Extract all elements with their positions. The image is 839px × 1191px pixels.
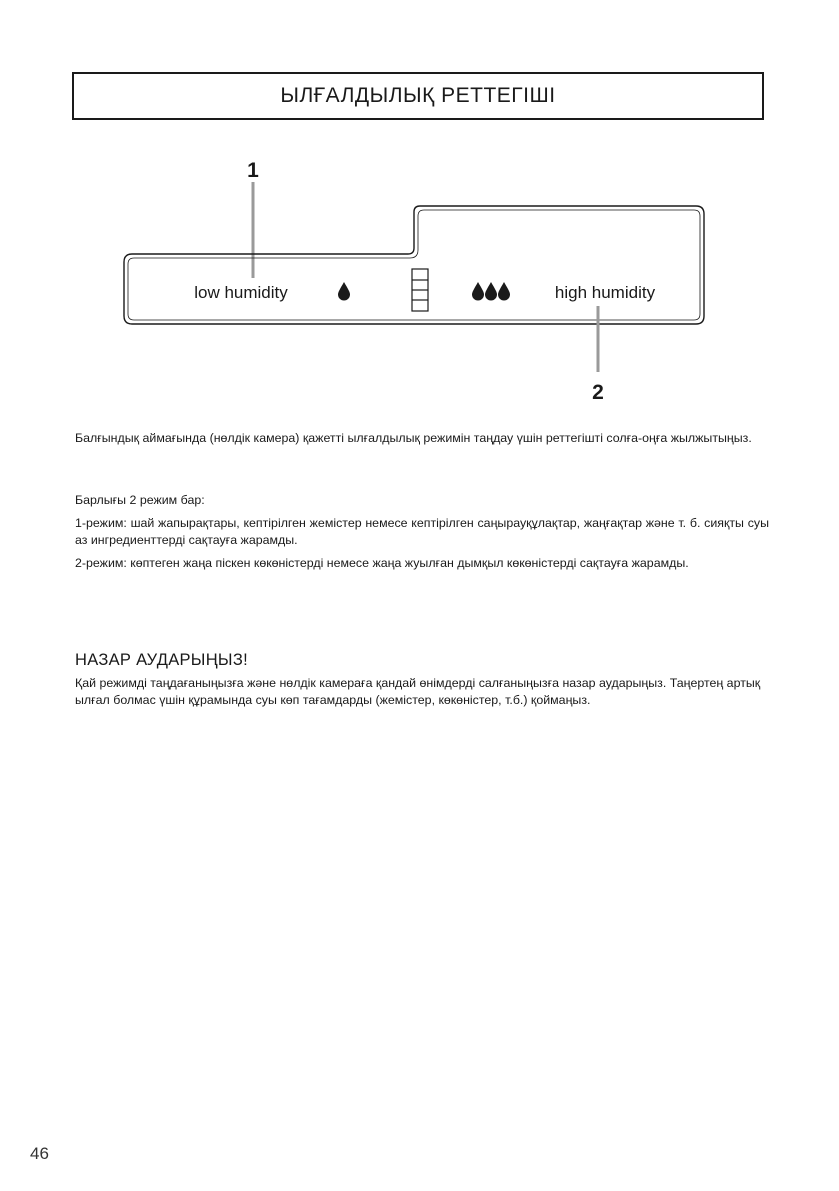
modes-count-paragraph: Барлығы 2 режим бар: — [75, 493, 205, 507]
single-water-drop-icon — [338, 282, 350, 301]
regulator-panel-outline — [124, 206, 704, 324]
mode-2-paragraph: 2-режим: көптеген жаңа піскен көкөністерді немесе жаңа жуылған дымқыл көкөністерді сақтауға жарамды. — [75, 556, 689, 570]
page-number: 46 — [30, 1144, 49, 1163]
mode-1-paragraph: 1-режим: шай жапырақтары, кептірілген жемістер немесе кептірілген саңырауқұлақтар, жаңғақтар және т. б. сияқты суы аз ингредиенттерді сақтауға жарамды. — [75, 516, 769, 547]
intro-paragraph: Балғындық аймағында (нөлдік камера) қажетті ылғалдылық режимін таңдау үшін реттегішті солға-оңға жылжытыңыз. — [75, 431, 752, 445]
humidity-regulator-diagram — [0, 140, 839, 410]
slider-knob-icon[interactable] — [412, 269, 428, 311]
high-humidity-label: high humidity — [554, 283, 656, 302]
attention-heading: НАЗАР АУДАРЫҢЫЗ! — [75, 651, 248, 669]
callout-2: 2 — [592, 381, 604, 404]
triple-water-drop-icon — [472, 282, 510, 301]
callout-1: 1 — [247, 159, 259, 182]
low-humidity-label: low humidity — [194, 283, 288, 302]
page-title: ЫЛҒАЛДЫЛЫҚ РЕТТЕГІШІ — [280, 84, 556, 107]
attention-text: Қай режимді таңдағаныңызға және нөлдік камераға қандай өнімдерді салғаныңызға назар аударыңыз. Таңертең артық ылғал болмас үшін құрамында суы көп тағамдарды (жемістер, көкөністер, т.б.) қоймаңыз. — [75, 676, 761, 707]
title-box — [72, 72, 764, 120]
